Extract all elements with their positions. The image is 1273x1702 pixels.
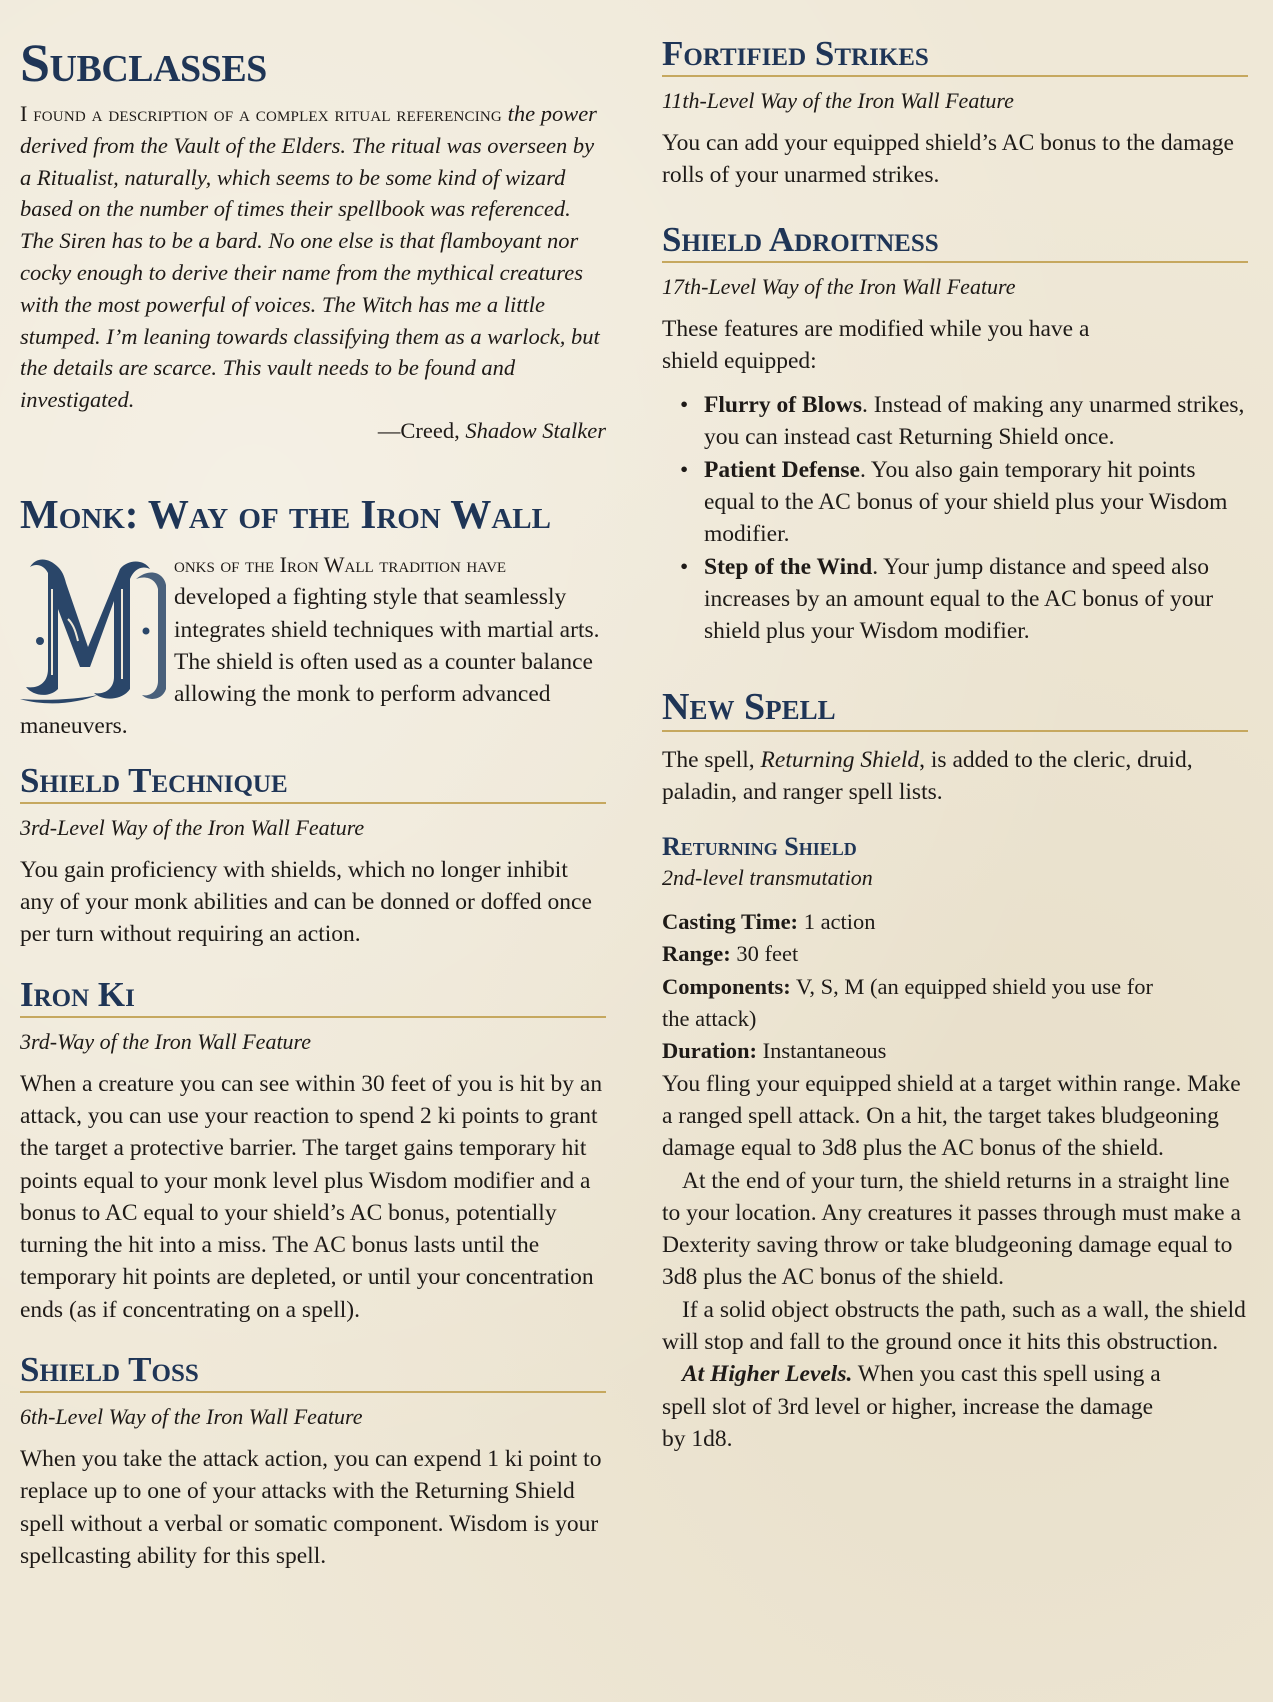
spell-description: If a solid object obstructs the path, such as a wall, the shield will stop and fall to the ground once it hits this obstruction. [662,1296,1246,1356]
feature-title: Shield Toss [20,1352,606,1393]
section-new-spell [662,685,1248,809]
feature-body: You gain proficiency with shields, which no longer inhibit any of your monk abilities and can be donned or doffed once per turn without requiring an action. [20,856,592,948]
spell-description: You fling your equipped shield at a target within range. Make a ranged spell attack. On a hit, the target takes bludgeoning damage equal to 3d8 plus the AC bonus of the shield. [662,1070,1241,1162]
spell-casting-time: Casting Time: 1 action [662,909,876,935]
feature-body: These features are modified while you have a shield equipped: [662,315,1090,374]
feature-body: You can add your equipped shield’s AC bonus to the damage rolls of your unarmed strikes. [662,130,1234,189]
spell-school: 2nd-level transmutation [662,865,873,891]
feature-subtitle: 6th-Level Way of the Iron Wall Feature [20,1404,363,1430]
feature-title: Iron Ki [20,977,606,1018]
dropcap-m-icon [18,549,170,707]
right-column [662,0,1248,1455]
spell-duration: Duration: Instantaneous [662,1038,887,1064]
quote-lead: I found a description of a complex ritual referencing [20,101,502,126]
left-column [20,0,606,1572]
feature-shield-adroitness [662,219,1248,648]
spell-higher-levels: At Higher Levels. When you cast this spell using a spell slot of 3rd level or higher, increase the damage by 1d8. [662,1361,1161,1452]
feature-title: Shield Technique [20,763,606,804]
spell-name: Returning Shield [662,832,857,862]
feature-subtitle: 17th-Level Way of the Iron Wall Feature [662,273,1016,299]
feature-subtitle: 3rd-Level Way of the Iron Wall Feature [20,814,365,840]
feature-title: Fortified Strikes [662,36,1248,77]
bullet-list [662,389,1248,647]
list-item: • Patient Defense. You also gain temporary hit points equal to the AC bonus of your shield plus your Wisdom modifier. [704,454,1248,551]
intro-paragraph [20,549,606,743]
spell-components: Components: V, S, M (an equipped shield you use for the attack) [662,973,1154,1032]
intro-body: developed a fighting style that seamlessly integrates shield techniques with martial arts. The shield is often used as a counter balance allowing the monk to perform advanced maneuvers. [20,584,600,740]
list-item: • Flurry of Blows. Instead of making any unarmed strikes, you can instead cast Returning Shield once. [704,389,1248,454]
feature-title: Shield Adroitness [662,222,1248,263]
spell-description: At the end of your turn, the shield returns in a straight line to your location. Any creatures it passes through must make a Dexterity saving throw or take bludgeoning damage equal to 3d8 plus the AC bonus of the shield. [662,1167,1241,1291]
page-title: Subclasses [20,33,267,93]
feature-subtitle: 11th-Level Way of the Iron Wall Feature [662,88,1014,113]
feature-iron-ki [20,974,606,1326]
feature-shield-technique [20,760,606,951]
intro-lead: onks of the Iron Wall tradition have [174,551,507,577]
feature-body: When a creature you can see within 30 feet of you is hit by an attack, you can use your reaction to spend 2 ki points to grant the target a protective barrier. The target gains temporary hit points equal to your monk level plus Wisdom modifier and a bonus to AC equal to your shield’s AC bonus, potentially turning the hit into a miss. The AC bonus lasts until the temporary hit points are depleted, or until your concentration ends (as if concentrating on a spell). [20,1070,603,1323]
subclass-title: Monk: Way of the Iron Wall [20,490,551,537]
feature-fortified-strikes [662,36,1248,192]
list-item: • Step of the Wind. Your jump distance and speed also increases by an amount equal to the AC bonus of your shield plus your Wisdom modifier. [704,551,1248,648]
section-title: New Spell [662,688,1248,732]
feature-shield-toss [20,1352,606,1572]
flavor-quote [20,98,606,446]
quote-attribution: —Creed, Shadow Stalker [377,417,606,443]
feature-body: When you take the attack action, you can expend 1 ki point to replace up to one of your attacks with the Returning Shield spell without a verbal or somatic component. Wisdom is your spellcasting ability for this spell. [20,1446,602,1569]
quote-body: the power derived from the Vault of the Elders. The ritual was overseen by a Ritualist, naturally, which seems to be some kind of wizard based on the number of times their spellbook was referenced. The Siren has to be a bard. No one else is that flamboyant nor cocky enough to derive their name from the mythical creatures with the most powerful of voices. The Witch has me a little stumped. I’m leaning towards classifying them as a warlock, but the details are scarce. This vault needs to be found and investigated. [20,101,600,413]
spell-range: Range: 30 feet [662,941,799,967]
section-body: The spell, Returning Shield, is added to the cleric, druid, paladin, and ranger spell lists. [662,746,1193,805]
feature-subtitle: 3rd-Way of the Iron Wall Feature [20,1028,312,1054]
spell-block [662,834,1248,1455]
